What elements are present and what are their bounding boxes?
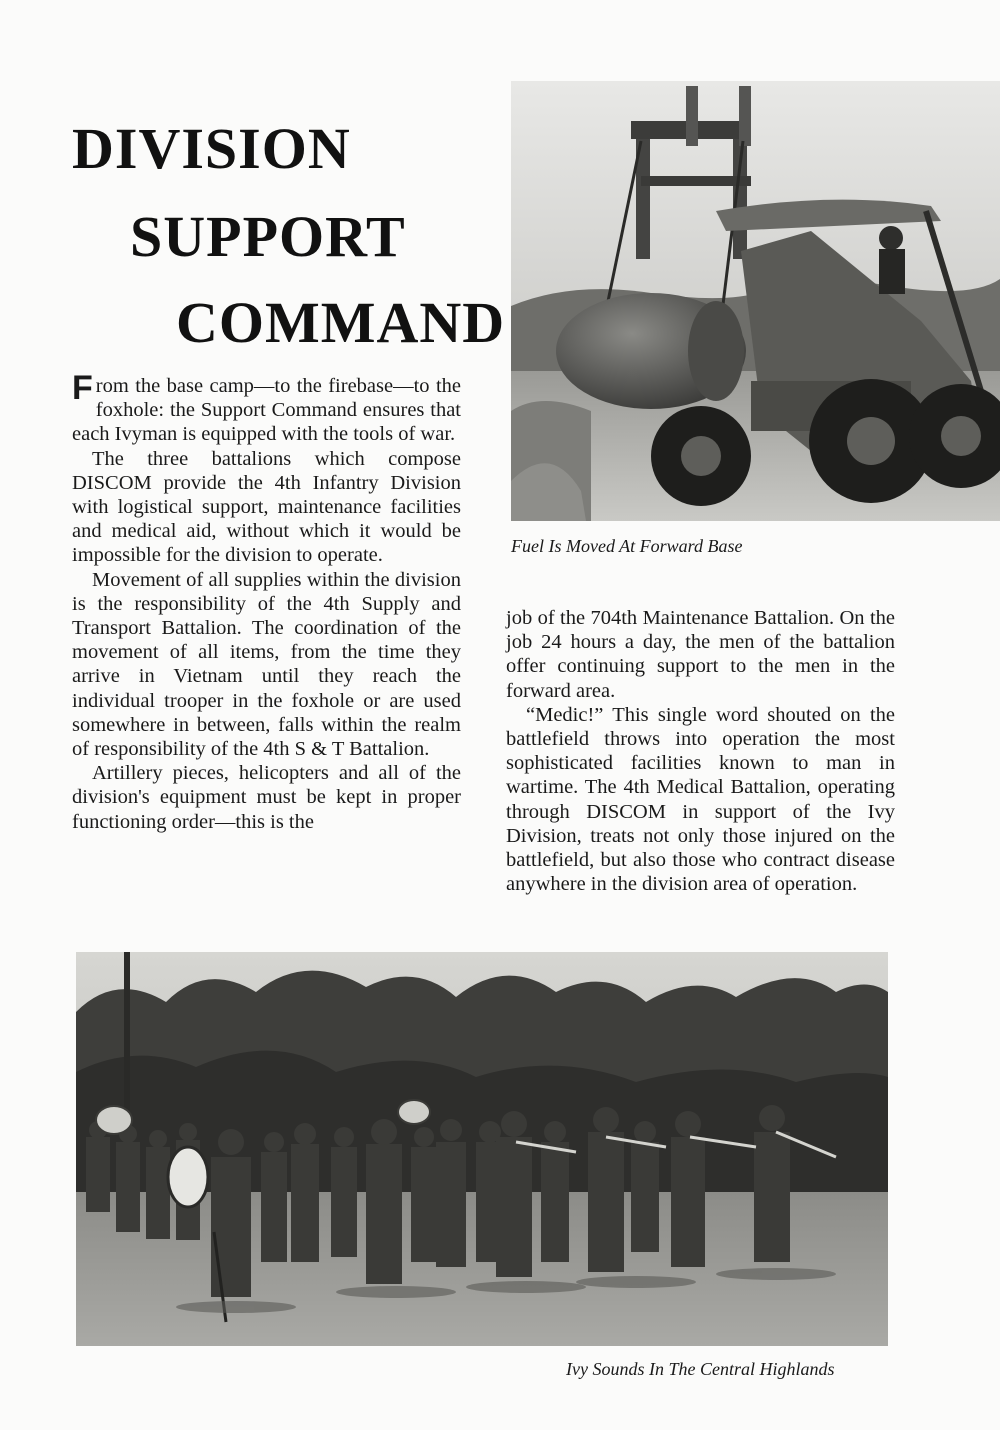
- title-line-1: DIVISION: [72, 116, 351, 181]
- marching-band-photo: [76, 952, 888, 1346]
- article-paragraph-3: Movement of all supplies within the division is the responsibility of the 4th Supply and Transport Battalion. The coordination of the movement of all items, from the time they arrive in Vietnam until they reach the individual trooper in the foxhole or are used somewhere in between, falls within the realm of responsibility of the 4th S & T Battalion.: [72, 568, 461, 761]
- paragraph-1-text: rom the base camp—to the firebase—to the foxhole: the Support Command ensures that each Ivyman is equipped with the tools of war.: [72, 375, 461, 446]
- article-paragraph-6: “Medic!” This single word shouted on the battlefield throws into operation the most sophisticated facilities known to man in wartime. The 4th Medical Battalion, operating through DISCOM in support of the Ivy Division, treats not only those injured on the battlefield, but also those who contract disease anywhere in the division area of operation.: [506, 703, 895, 896]
- article-column-right: [506, 606, 895, 896]
- title-line-3: COMMAND: [176, 290, 506, 355]
- title-line-2: SUPPORT: [130, 204, 406, 269]
- top-photo-caption: Fuel Is Moved At Forward Base: [511, 536, 743, 556]
- article-paragraph-5: job of the 704th Maintenance Battalion. On the job 24 hours a day, the men of the battalion offer continuing support to the men in the forward area.: [506, 607, 895, 702]
- article-paragraph-4: Artillery pieces, helicopters and all of the division's equipment must be kept in proper functioning order—this is the: [72, 762, 461, 833]
- article-column-left: [72, 369, 461, 834]
- bottom-photo-caption: Ivy Sounds In The Central Highlands: [566, 1359, 835, 1379]
- forklift-fuel-photo: [511, 81, 1000, 521]
- article-paragraph-2: The three battalions which compose DISCOM provide the 4th Infantry Division with logistical support, maintenance facilities and medical aid, without which it would be impossible for the division to operate.: [72, 447, 461, 567]
- article-paragraph-1: [72, 369, 461, 447]
- drop-cap: F: [72, 369, 93, 407]
